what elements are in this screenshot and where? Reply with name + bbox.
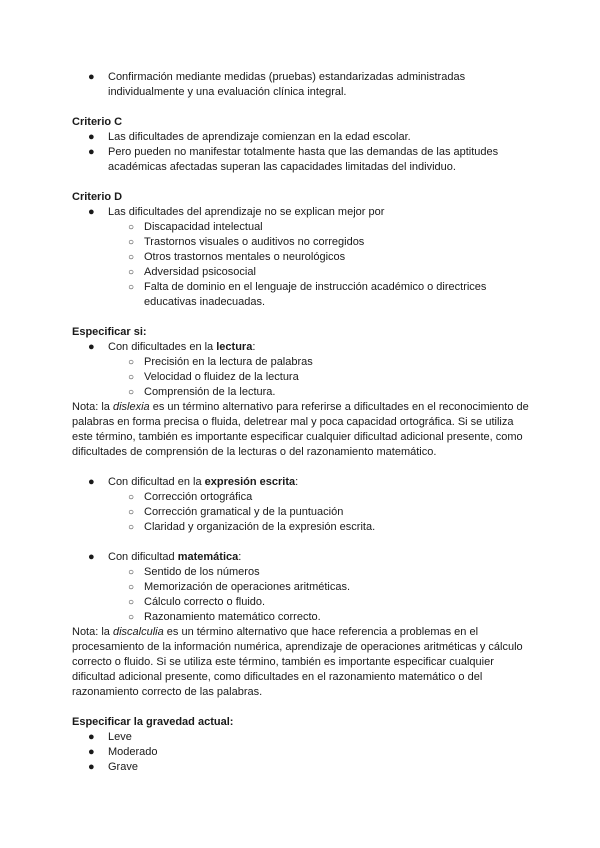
bullet-icon: ● xyxy=(88,71,95,83)
list-item-lectura: ● Con dificultades en la lectura: xyxy=(88,341,256,353)
bullet-icon: ● xyxy=(88,746,95,758)
list-item-escritura: ● Con dificultad en la expresión escrita: xyxy=(88,476,299,488)
circle-bullet-icon: ○ xyxy=(128,492,135,503)
circle-bullet-icon: ○ xyxy=(128,357,135,368)
document-body xyxy=(72,70,532,775)
list-item: ● Grave xyxy=(88,761,138,773)
gravedad-heading: Especificar la gravedad actual: xyxy=(72,716,234,728)
circle-bullet-icon: ○ xyxy=(128,612,135,623)
list-item xyxy=(72,130,532,145)
bullet-icon: ● xyxy=(88,551,95,563)
circle-bullet-icon: ○ xyxy=(128,252,135,263)
bullet-icon: ● xyxy=(88,146,95,158)
list-item-text: Las dificultades de aprendizaje comienzan en la edad escolar. xyxy=(108,131,411,143)
circle-bullet-icon: ○ xyxy=(128,282,135,293)
sub-list-item: ○ Discapacidad intelectual xyxy=(128,221,263,233)
list-item-text: Las dificultades del aprendizaje no se explican mejor por xyxy=(108,206,385,218)
sub-list-item: ○ Claridad y organización de la expresión escrita. xyxy=(128,521,376,533)
sub-list-item: ○ Trastornos visuales o auditivos no corregidos xyxy=(128,236,365,248)
note-discalculia: Nota: la discalculia es un término alternativo que hace referencia a problemas en el procesamiento de la información numérica, aprendizaje de operaciones aritméticas y cálculo correcto o fluido. Si se utiliza este término, también es importante especificar cualquier dificultad adicional presente, como dificultades en el razonamiento matemático o del razonamiento correcto de las palabras. xyxy=(72,626,523,698)
list-item xyxy=(72,145,532,175)
list-item-text: Confirmación mediante medidas (pruebas) estandarizadas administradas individualmente y una evaluación clínica integral. xyxy=(108,71,466,98)
list-item-matematica: ● Con dificultad matemática: xyxy=(88,551,242,563)
sub-list-item: ○ Cálculo correcto o fluido. xyxy=(128,596,266,608)
circle-bullet-icon: ○ xyxy=(128,507,135,518)
circle-bullet-icon: ○ xyxy=(128,522,135,533)
sub-list-item: ○ Sentido de los números xyxy=(128,566,260,578)
sub-list-item: ○ Velocidad o fluidez de la lectura xyxy=(128,371,299,383)
sub-list-item: ○ Precisión en la lectura de palabras xyxy=(128,356,313,368)
list-item xyxy=(72,70,532,100)
bullet-icon: ● xyxy=(88,761,95,773)
circle-bullet-icon: ○ xyxy=(128,222,135,233)
circle-bullet-icon: ○ xyxy=(128,582,135,593)
list-item: ● Moderado xyxy=(88,746,158,758)
circle-bullet-icon: ○ xyxy=(128,237,135,248)
bullet-icon: ● xyxy=(88,476,95,488)
criterio-c-heading: Criterio C xyxy=(72,116,123,128)
list-item-text: Pero pueden no manifestar totalmente hasta que las demandas de las aptitudes académicas afectadas superan las capacidades limitadas del individuo. xyxy=(108,146,499,173)
bullet-icon: ● xyxy=(88,341,95,353)
sub-list-item: ○ Memorización de operaciones aritméticas. xyxy=(128,581,351,593)
note-dislexia: Nota: la dislexia es un término alternativo para referirse a dificultades en el reconocimiento de palabras en forma precisa o fluida, deletrear mal y poca capacidad ortográfica. Si se utiliza este término, también es importante especificar cualquier dificultad adicional presente, como dificultades de comprensión de la lecturas o del razonamiento matemático. xyxy=(72,401,529,458)
circle-bullet-icon: ○ xyxy=(128,372,135,383)
sub-list-item: ○ Corrección ortográfica xyxy=(128,491,253,503)
circle-bullet-icon: ○ xyxy=(128,597,135,608)
sub-list-item: ○ Comprensión de la lectura. xyxy=(128,386,276,398)
bullet-icon: ● xyxy=(88,206,95,218)
sub-list-item: ○ Razonamiento matemático correcto. xyxy=(128,611,321,623)
circle-bullet-icon: ○ xyxy=(128,567,135,578)
especificar-heading: Especificar si: xyxy=(72,326,147,338)
bullet-icon: ● xyxy=(88,131,95,143)
bullet-icon: ● xyxy=(88,731,95,743)
list-item: ● Leve xyxy=(88,731,132,743)
criterio-d-heading: Criterio D xyxy=(72,191,123,203)
sub-list-item: ○ Otros trastornos mentales o neurológicos xyxy=(128,251,346,263)
list-item xyxy=(72,205,532,220)
sub-list-item: ○ Corrección gramatical y de la puntuación xyxy=(128,506,344,518)
sub-list-item: ○ Adversidad psicosocial xyxy=(128,266,256,278)
circle-bullet-icon: ○ xyxy=(128,267,135,278)
circle-bullet-icon: ○ xyxy=(128,387,135,398)
sub-list-item: ○ Falta de dominio en el lenguaje de instrucción académico o directrices educativas inadecuadas. xyxy=(128,281,487,308)
